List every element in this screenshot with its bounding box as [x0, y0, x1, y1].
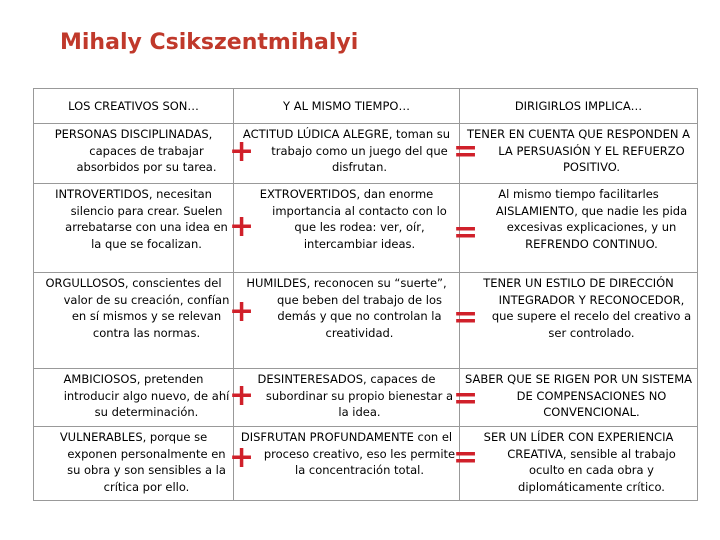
management-cell: TENER EN CUENTA QUE RESPONDEN A LA PERSUASIÓN Y EL REFUERZO POSITIVO. — [466, 127, 691, 174]
counter-trait-cell: HUMILDES, reconocen su “suerte”, que beben del trabajo de los demás y que no controlan la creatividad. — [246, 276, 447, 340]
page-title: Mihaly Csikszentmihalyi — [60, 30, 359, 55]
counter-trait-cell: ACTITUD LÚDICA ALEGRE, toman su trabajo como un juego del que disfrutan. — [242, 127, 451, 174]
plus-icon: + — [229, 440, 255, 475]
header-creativos: LOS CREATIVOS SON… — [34, 89, 234, 124]
trait-cell: INTROVERTIDOS, necesitan silencio para crear. Suelen arrebatarse con una idea en la que se focalizan. — [55, 187, 228, 251]
header-row — [34, 89, 698, 124]
management-cell: SABER QUE SE RIGEN POR UN SISTEMA DE COMPENSACIONES NO CONVENCIONAL. — [465, 372, 692, 419]
trait-cell: ORGULLOSOS, conscientes del valor de su creación, confían en sí mismos y se relevan contra las normas. — [45, 276, 230, 340]
plus-icon: + — [229, 134, 255, 169]
counter-trait-cell: DISFRUTAN PROFUNDAMENTE con el proceso creativo, eso les permite la concentración total. — [240, 430, 456, 477]
table-row — [34, 124, 698, 184]
header-dirigirlos: DIRIGIRLOS IMPLICA… — [460, 89, 698, 124]
counter-trait-cell: EXTROVERTIDOS, dan enorme importancia al contacto con lo que les rodea: ver, oír, intercambiar ideas. — [259, 187, 447, 251]
plus-icon: + — [229, 294, 255, 329]
trait-cell: PERSONAS DISCIPLINADAS, capaces de trabajar absorbidos por su tarea. — [54, 127, 217, 174]
table-row — [34, 184, 698, 273]
plus-icon: + — [229, 378, 255, 413]
equals-icon: = — [453, 440, 479, 475]
plus-icon: + — [229, 209, 255, 244]
comparison-table — [33, 88, 698, 501]
table-row — [34, 369, 698, 427]
table-row — [34, 273, 698, 369]
table-row — [34, 427, 698, 501]
management-cell: SER UN LÍDER CON EXPERIENCIA CREATIVA, sensible al trabajo oculto en cada obra y diplomáticamente crítico. — [483, 430, 676, 494]
trait-cell: VULNERABLES, porque se exponen personalmente en su obra y son sensibles a la crítica por ello. — [59, 430, 226, 494]
trait-cell: AMBICIOSOS, pretenden introducir algo nuevo, de ahí su determinación. — [63, 372, 230, 419]
header-mismo-tiempo: Y AL MISMO TIEMPO… — [234, 89, 460, 124]
management-cell: Al mismo tiempo facilitarles AISLAMIENTO, que nadie les pida excesivas explicaciones, y un REFRENDO CONTINUO. — [495, 187, 688, 251]
equals-icon: = — [453, 300, 479, 335]
equals-icon: = — [453, 215, 479, 250]
equals-icon: = — [453, 381, 479, 416]
management-cell: TENER UN ESTILO DE DIRECCIÓN INTEGRADOR Y RECONOCEDOR, que supere el recelo del creativo a ser controlado. — [483, 276, 692, 340]
counter-trait-cell: DESINTERESADOS, capaces de subordinar su propio bienestar a la idea. — [257, 372, 454, 419]
equals-icon: = — [453, 134, 479, 169]
